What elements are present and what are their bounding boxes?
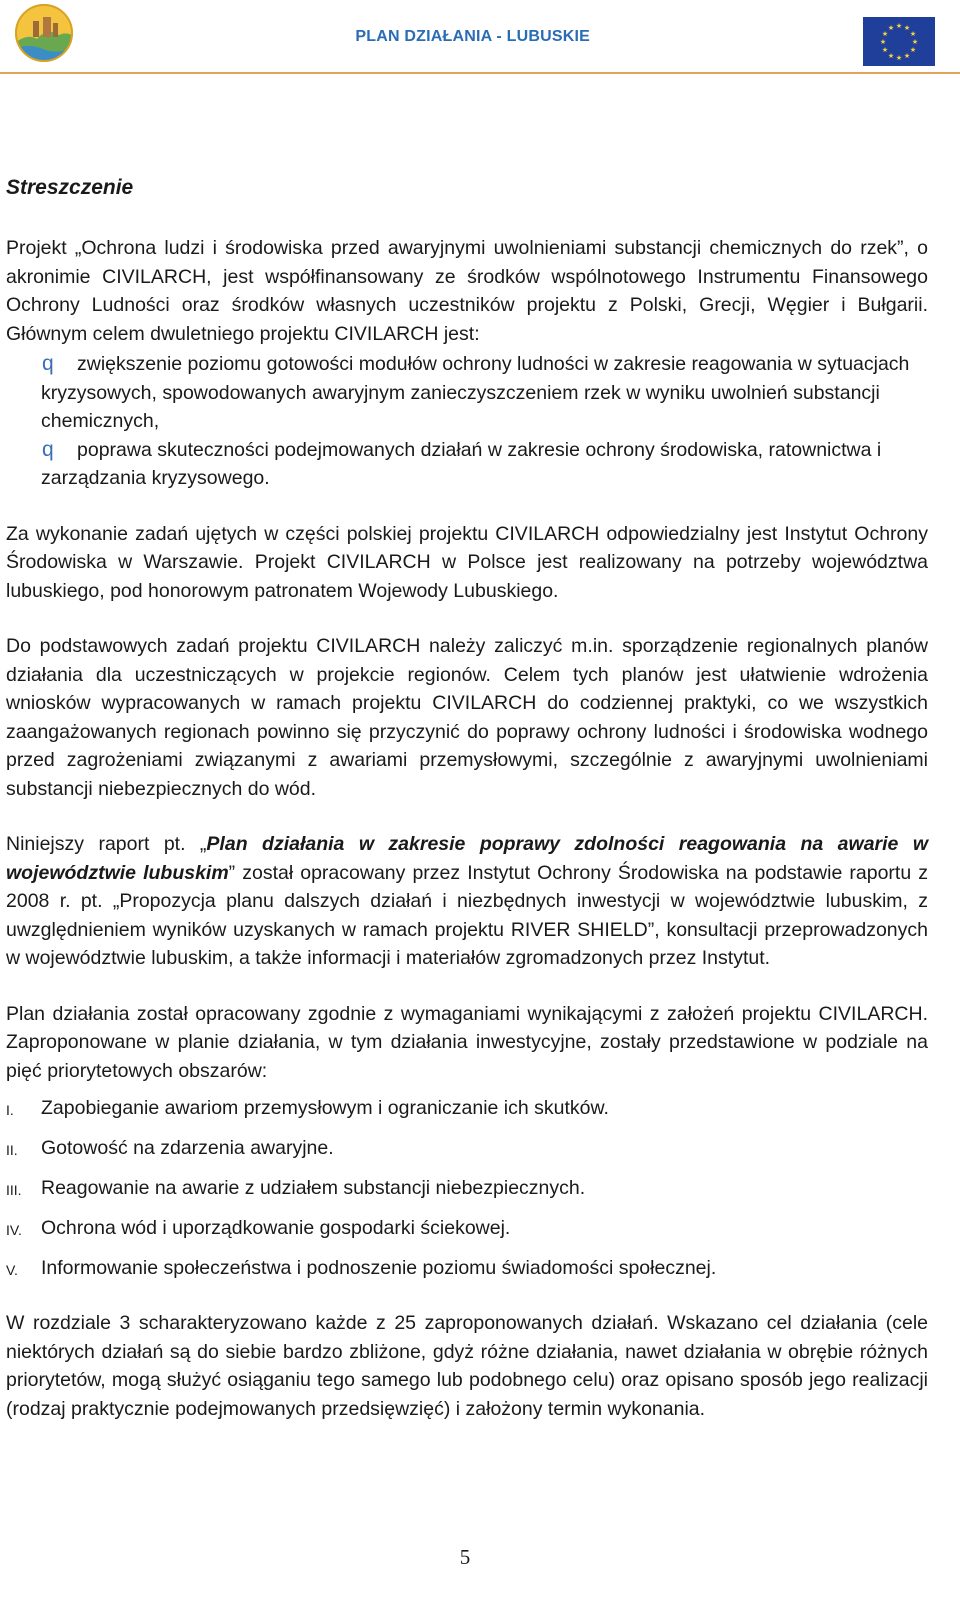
paragraph-chapter3: W rozdziale 3 scharakteryzowano każde z 25 zaproponowanych działań. Wskazano cel działania (cele niektórych działań są do siebie bardzo zbliżone, gdyż różne działania, nawet działania w obrębie różnych priorytetów, mogą służyć osiąganiu tego samego lub podobnego celu) oraz opisano sposób jego realizacji (rodzaj praktycznie podejmowanych przedsięwzięć) i założony termin wykonania.: [6, 1312, 928, 1420]
svg-text:★: ★: [895, 22, 903, 30]
priority-text: Zapobieganie awariom przemysłowym i ograniczanie ich skutków.: [41, 1097, 609, 1119]
goal-text: poprawa skuteczności podejmowanych działań w zakresie ochrony środowiska, ratownictwa i zarządzania kryzysowego.: [41, 438, 882, 489]
priority-number: V.: [6, 1262, 18, 1278]
svg-text:★: ★: [911, 38, 919, 46]
priority-item: [6, 1174, 928, 1214]
priority-item: [6, 1094, 928, 1134]
page-number: 5: [459, 1545, 471, 1569]
svg-text:★: ★: [887, 52, 895, 60]
priority-number: I.: [6, 1102, 14, 1118]
goals-list: [6, 350, 928, 493]
bullet-marker: q: [42, 352, 54, 375]
priority-list: [6, 1094, 928, 1294]
priority-number: IV.: [6, 1222, 22, 1238]
svg-text:★: ★: [881, 46, 889, 54]
section-title: Streszczenie: [6, 176, 134, 199]
priority-text: Gotowość na zdarzenia awaryjne.: [41, 1137, 334, 1159]
svg-text:★: ★: [895, 54, 903, 62]
document-header-title: PLAN DZIAŁANIA - LUBUSKIE: [355, 28, 590, 45]
priority-text: Ochrona wód i uporządkowanie gospodarki ściekowej.: [41, 1217, 511, 1239]
paragraph-intro: Projekt „Ochrona ludzi i środowiska przed awaryjnymi uwolnieniami substancji chemicznych do rzek”, o akronimie CIVILARCH, jest współfinansowany ze środków wspólnotowego Instrumentu Finansowego Ochrony Ludności oraz środków własnych uczestników projektu z Polski, Grecji, Węgier i Bułgarii. Głównym celem dwuletniego projektu CIVILARCH jest:: [6, 237, 928, 345]
page-header: [0, 0, 960, 74]
document-body: [6, 170, 928, 1423]
svg-text:★: ★: [881, 30, 889, 38]
goal-item: [6, 350, 928, 436]
svg-text:★: ★: [879, 38, 887, 46]
report-title: Plan działania w zakresie poprawy zdolności reagowania na awarie w województwie lubuskim: [6, 833, 928, 884]
svg-text:★: ★: [887, 24, 895, 32]
priority-item: [6, 1214, 928, 1254]
priority-item: [6, 1134, 928, 1174]
svg-text:★: ★: [909, 46, 917, 54]
svg-text:★: ★: [909, 30, 917, 38]
bullet-marker: q: [42, 437, 54, 461]
goal-item: [6, 436, 928, 493]
priority-text: Reagowanie na awarie z udziałem substancji niebezpiecznych.: [41, 1177, 586, 1199]
priority-text: Informowanie społeczeństwa i podnoszenie poziomu świadomości społecznej.: [41, 1257, 717, 1279]
priority-number: II.: [6, 1142, 18, 1158]
svg-text:★: ★: [903, 52, 911, 60]
eu-flag-icon: [863, 17, 935, 66]
paragraph-plan: Plan działania został opracowany zgodnie z wymaganiami wynikającymi z założeń projektu CIVILARCH. Zaproponowane w planie działania, w tym działania inwestycyjne, zostały przedstawione w podziale na pięć priorytetowych obszarów:: [6, 1002, 928, 1082]
priority-number: III.: [6, 1182, 22, 1198]
paragraph-responsibility: Za wykonanie zadań ujętych w części polskiej projektu CIVILARCH odpowiedzialny jest Instytut Ochrony Środowiska w Warszawie. Projekt CIVILARCH w Polsce jest realizowany na potrzeby województwa lubuskiego, pod honorowym patronatem Wojewody Lubuskiego.: [6, 522, 928, 602]
svg-text:★: ★: [903, 24, 911, 32]
paragraph-report: [6, 830, 928, 973]
report-prefix: Niniejszy raport pt. „: [6, 833, 207, 855]
report-suffix: ” został opracowany przez Instytut Ochrony Środowiska na podstawie raportu z 2008 r. pt. „Propozycja planu dalszych działań i niezbędnych inwestycji w województwie lubuskim, z uwzględnieniem wyników uzyskanych w ramach projektu RIVER SHIELD”, konsultacji przeprowadzonych w województwie lubuskim, a także informacji i materiałów zgromadzonych przez Instytut.: [6, 861, 928, 969]
header-divider: [0, 72, 960, 74]
paragraph-tasks: Do podstawowych zadań projektu CIVILARCH należy zaliczyć m.in. sporządzenie regionalnych planów działania dla uczestniczących w projekcie regionów. Celem tych planów jest ułatwienie wdrożenia wniosków wypracowanych w ramach projektu CIVILARCH do codziennej praktyki, co we wszystkich zaangażowanych regionach powinno się przyczynić do poprawy ochrony ludności i środowiska wodnego przed zagrożeniami związanymi z awariami przemysłowymi, szczególnie z awaryjnymi uwolnieniami substancji niebezpiecznych do wód.: [6, 635, 928, 800]
goal-text: zwiększenie poziomu gotowości modułów ochrony ludności w zakresie reagowania w sytuacjach kryzysowych, spowodowanych awaryjnym zanieczyszczeniem rzek w wyniku uwolnień substancji chemicznych,: [41, 353, 910, 432]
priority-item: [6, 1254, 928, 1294]
